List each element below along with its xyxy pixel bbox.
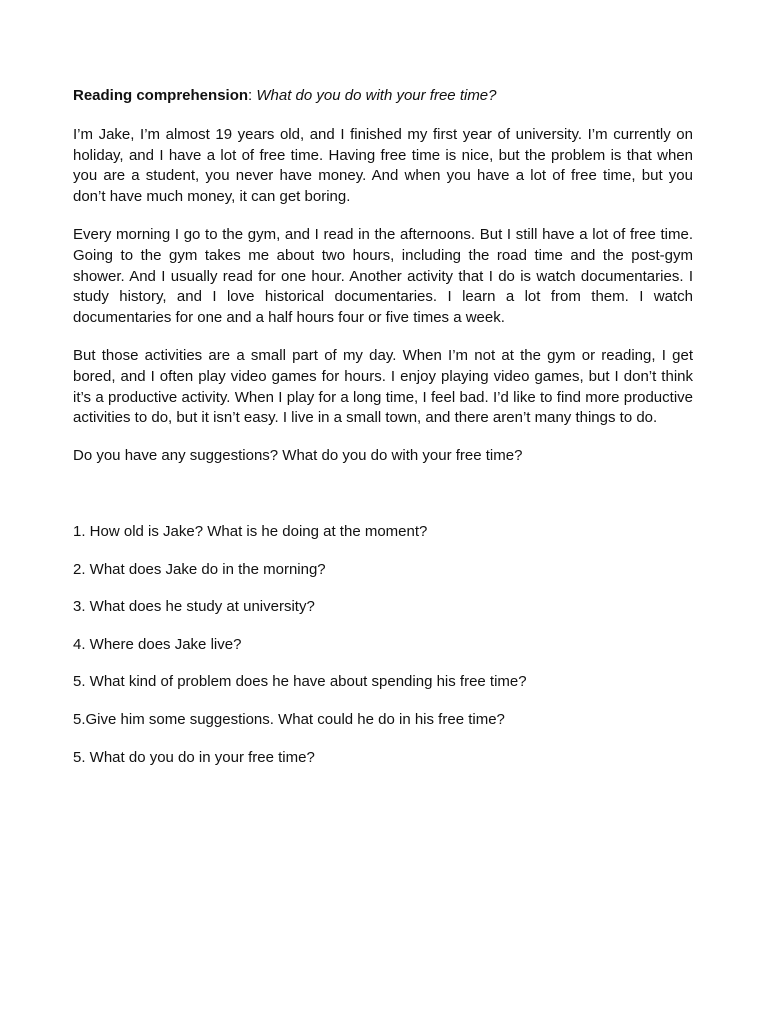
question-item: 2. What does Jake do in the morning? xyxy=(73,560,326,578)
document-page xyxy=(73,86,693,785)
paragraph-intro: I’m Jake, I’m almost 19 years old, and I finished my first year of university. I’m currently on holiday, and I have a lot of free time. Having free time is nice, but the problem is that when you are a student, you never have money. And when you have a lot of free time, but you don’t have much money, it can get boring. xyxy=(73,125,693,206)
closing-question: Do you have any suggestions? What do you do with your free time? xyxy=(73,447,523,465)
paragraph-problem: But those activities are a small part of my day. When I’m not at the gym or reading, I get bored, and I often play video games for hours. I enjoy playing video games, but I don’t think it’s a productive activity. When I play for a long time, I feel bad. I’d like to find more productive activities to do, but it isn’t easy. I live in a small town, and there aren’t many things to do. xyxy=(73,346,693,427)
title-separator: : xyxy=(248,87,257,104)
question-item: 5. What kind of problem does he have about spending his free time? xyxy=(73,673,527,691)
title-label: Reading comprehension xyxy=(73,87,249,104)
question-item: 3. What does he study at university? xyxy=(73,598,315,616)
question-item: 5. What do you do in your free time? xyxy=(73,748,315,766)
document-title xyxy=(73,86,693,107)
title-subtitle: What do you do with your free time? xyxy=(256,87,497,104)
question-list xyxy=(73,522,693,768)
question-item: 5.Give him some suggestions. What could he do in his free time? xyxy=(73,710,505,728)
question-item: 1. How old is Jake? What is he doing at the moment? xyxy=(73,522,428,540)
paragraph-activities: Every morning I go to the gym, and I read in the afternoons. But I still have a lot of free time. Going to the gym takes me about two hours, including the road time and the post-gym shower. And I usually read for one hour. Another activity that I do is watch documentaries. I study history, and I love historical documentaries. I learn a lot from them. I watch documentaries for one and a half hours four or five times a week. xyxy=(73,225,693,327)
question-item: 4. Where does Jake live? xyxy=(73,635,242,653)
